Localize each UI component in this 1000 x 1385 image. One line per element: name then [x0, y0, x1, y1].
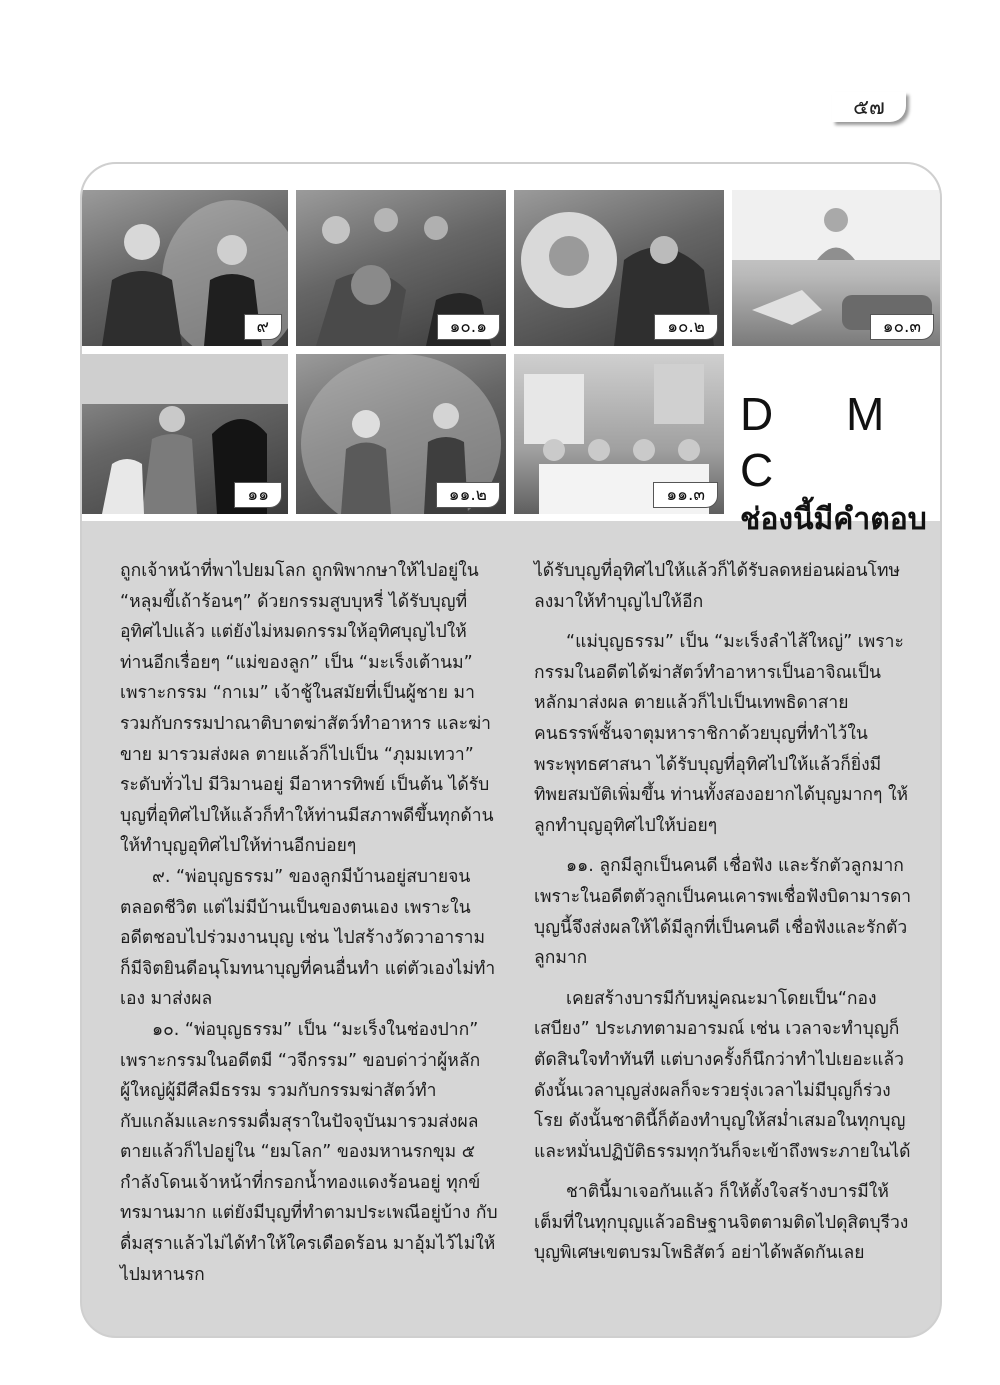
right-column: [534, 556, 912, 1269]
illustration-label: ๙: [244, 314, 282, 340]
illustration-label: ๑๐.๒: [654, 314, 718, 340]
paragraph: ได้รับบุญที่อุทิศไปให้แล้วก็ได้รับลดหย่อนผ่อนโทษลงมาให้ทำบุญไปให้อีก: [534, 561, 901, 612]
paragraph: ๑๑. ลูกมีลูกเป็นคนดี เชื่อฟัง และรักตัวลูกมาก เพราะในอดีตตัวลูกเป็นคนเคารพเชื่อฟังบิดามารดา บุญนี้จึงส่งผลให้ได้มีลูกที่เป็นคนดี เชื่อฟังและรักตัวลูกมาก: [534, 856, 912, 969]
illustration-9: [82, 190, 288, 346]
dmc-subtitle: ช่องนี้มีคำตอบ: [740, 502, 927, 537]
image-grid: [82, 164, 940, 537]
illustration-10-3: [732, 190, 940, 346]
illustration-label: ๑๑.๓: [653, 482, 718, 508]
illustration-10-1: [296, 190, 506, 346]
left-column: [120, 556, 500, 1290]
page-number: ๕๗: [832, 92, 906, 122]
illustration-11: [82, 354, 288, 514]
paragraph: “แม่บุญธรรม” เป็น “มะเร็งลำไส้ใหญ่” เพราะกรรมในอดีตได้ฆ่าสัตว์ทำอาหารเป็นอาจิณเป็นหลักมาส่งผล ตายแล้วก็ไปเป็นเทพธิดาสายคนธรรพ์ชั้นจาตุมหาราชิกาด้วยบุญที่ทำไว้ในพระพุทธศาสนา ได้รับบุญที่อุทิศไปให้แล้วก็ยิ่งมีทิพยสมบัติเพิ่มขึ้น ท่านทั้งสองอยากได้บุญมากๆ ให้ลูกทำบุญอุทิศไปให้บ่อยๆ: [534, 632, 909, 836]
illustration-11-3: [514, 354, 724, 514]
paragraph: ๙. “พ่อบุญธรรม” ของลูกมีบ้านอยู่สบายจนตลอดชีวิต แต่ไม่มีบ้านเป็นของตนเอง เพราะในอดีตชอบไปร่วมงานบุญ เช่น ไปสร้างวัดวาอาราม ก็มีจิตยินดีอนุโมทนาบุญที่คนอื่นทำ แต่ตัวเองไม่ทำเอง มาส่งผล: [120, 866, 496, 1010]
illustration-label: ๑๐.๑: [437, 314, 500, 340]
dmc-answer-box: [740, 386, 936, 540]
illustration-10-2: [514, 190, 724, 346]
dmc-title: D M C: [740, 388, 915, 496]
content-panel: [80, 162, 942, 1338]
illustration-label: ๑๐.๓: [870, 314, 934, 340]
paragraph: ๑๐. “พ่อบุญธรรม” เป็น “มะเร็งในช่องปาก” เพราะกรรมในอดีตมี “วจีกรรม” ขอบด่าว่าผู้หลักผู้ใหญ่ผู้มีศีลมีธรรม รวมกับกรรมฆ่าสัตว์ทำกับแกล้มและกรรมดื่มสุราในปัจจุบันมารวมส่งผล ตายแล้วก็ไปอยู่ใน “ยมโลก” ของมหานรกขุม ๕ กำลังโดนเจ้าหน้าที่กรอกน้ำทองแดงร้อนอยู่ ทุกข์ทรมานมาก แต่ยังมีบุญที่ทำตามประเพณีอยู่บ้าง กับดื่มสุราแล้วไม่ได้ทำให้ใครเดือดร้อน มาอุ้มไว้ไม่ให้ไปมหานรก: [120, 1019, 498, 1285]
illustration-11-2: [296, 354, 506, 514]
illustration-label: ๑๑: [234, 482, 282, 508]
paragraph: ชาตินี้มาเจอกันแล้ว ก็ให้ตั้งใจสร้างบารมีให้เต็มที่ในทุกบุญแล้วอธิษฐานจิตตามติดไปดุสิตบุรีวงบุญพิเศษเขตบรมโพธิสัตว์ อย่าได้พลัดกันเลย: [534, 1182, 909, 1264]
paragraph: ถูกเจ้าหน้าที่พาไปยมโลก ถูกพิพากษาให้ไปอยู่ใน “หลุมขี้เถ้าร้อนๆ” ด้วยกรรมสูบบุหรี่ ได้รับบุญที่อุทิศไปแล้ว แต่ยังไม่หมดกรรมให้อุทิศบุญไปให้ท่านอีกเรื่อยๆ “แม่ของลูก” เป็น “มะเร็งเต้านม” เพราะกรรม “กาเม” เจ้าชู้ในสมัยที่เป็นผู้ชาย มารวมกับกรรมปาณาติบาตฆ่าสัตว์ทำอาหาร และฆ่าขาย มารวมส่งผล ตายแล้วก็ไปเป็น “ภุมมเทวา” ระดับทั่วไป มีวิมานอยู่ มีอาหารทิพย์ เป็นต้น ได้รับบุญที่อุทิศไปให้แล้วก็ทำให้ท่านมีสภาพดีขึ้นทุกด้าน ให้ทำบุญอุทิศไปให้ท่านอีกบ่อยๆ: [120, 561, 494, 857]
paragraph: เคยสร้างบารมีกับหมู่คณะมาโดยเป็น“กองเสบียง” ประเภทตามอารมณ์ เช่น เวลาจะทำบุญก็ตัดสินใจทำทันที แต่บางครั้งก็นึกว่าทำไปเยอะแล้ว ดังนั้นเวลาบุญส่งผลก็จะรวยรุ่งเวลาไม่มีบุญก็ร่วงโรย ดังนั้นชาตินี้ก็ต้องทำบุญให้สม่ำเสมอในทุกบุญและหมั่นปฏิบัติธรรมทุกวันก็จะเข้าถึงพระภายในได้: [534, 988, 911, 1162]
illustration-label: ๑๑.๒: [436, 482, 500, 508]
